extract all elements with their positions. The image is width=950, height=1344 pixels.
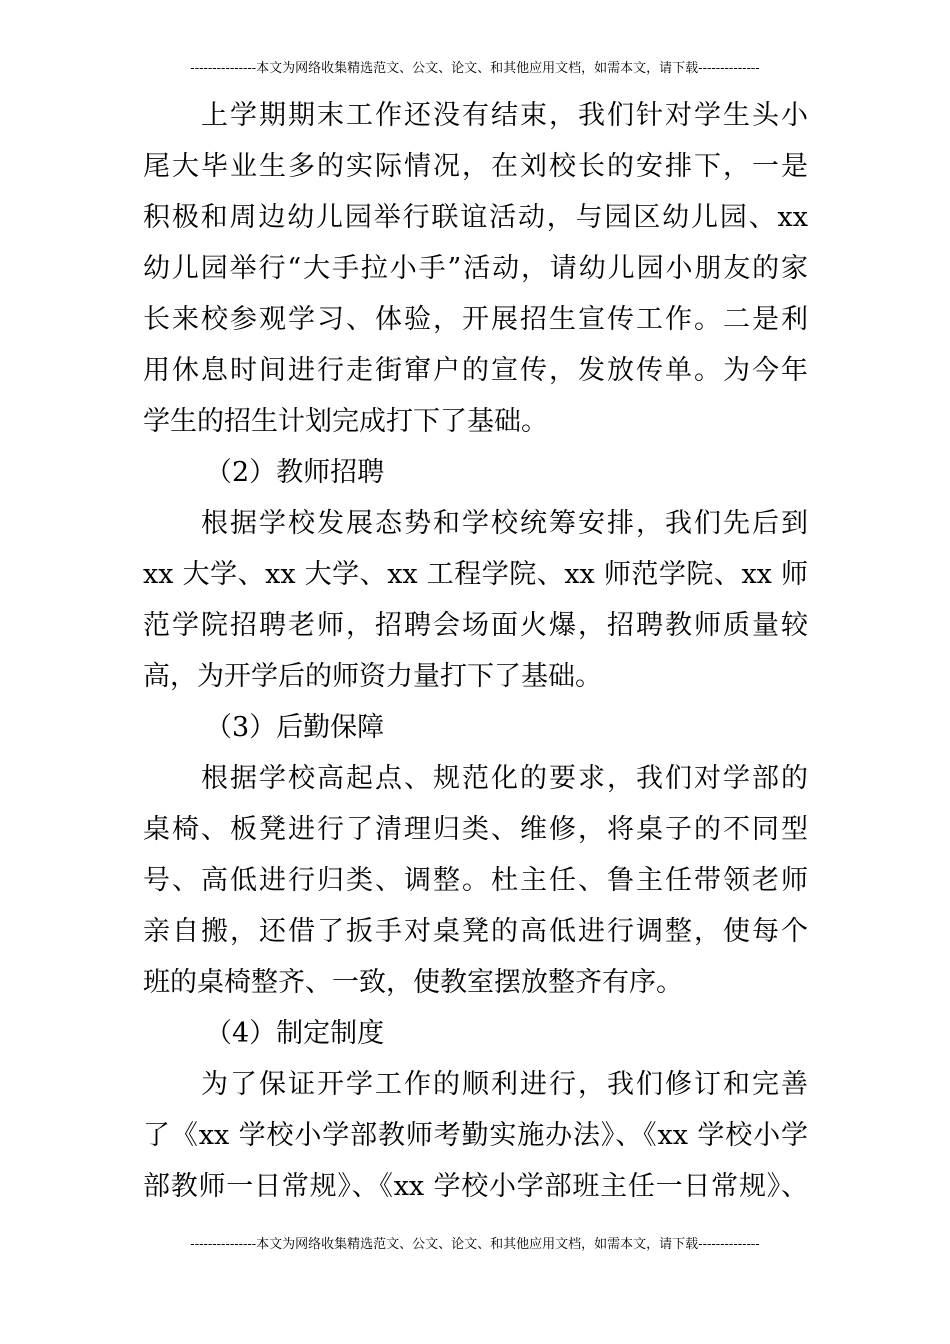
paragraph-line: 了《xx 学校小学部教师考勤实施办法》、《xx 学校小学 (143, 1120, 808, 1151)
paragraph-line: xx 大学、xx 大学、xx 工程学院、xx 师范学院、xx 师 (143, 559, 808, 590)
section-heading-regulations: （4）制定制度 (205, 1018, 385, 1049)
paragraph-line: 幼儿园举行“大手拉小手”活动，请幼儿园小朋友的家 (143, 253, 808, 284)
paragraph-line: 根据学校高起点、规范化的要求，我们对学部的 (201, 763, 808, 794)
paragraph-line: 高，为开学后的师资力量打下了基础。 (143, 661, 602, 692)
paragraph-line: 用休息时间进行走街窜户的宣传，发放传单。为今年 (143, 355, 808, 386)
paragraph-line: 部教师一日常规》、《xx 学校小学部班主任一日常规》、 (143, 1171, 808, 1202)
paragraph-line: 积极和周边幼儿园举行联谊活动，与园区幼儿园、xx (143, 202, 808, 233)
paragraph-line: 号、高低进行归类、调整。杜主任、鲁主任带领老师 (143, 865, 808, 896)
paragraph-line: 上学期期末工作还没有结束，我们针对学生头小 (201, 100, 808, 131)
paragraph-line: 班的桌椅整齐、一致，使教室摆放整齐有序。 (143, 967, 683, 998)
paragraph-line: 亲自搬，还借了扳手对桌凳的高低进行调整，使每个 (143, 916, 808, 947)
paragraph-line: 学生的招生计划完成打下了基础。 (143, 406, 548, 437)
header-banner: ---------------本文为网络收集精选范文、公文、论文、和其他应用文档，如需本文，请下载-------------- (190, 61, 760, 76)
paragraph-line: 尾大毕业生多的实际情况，在刘校长的安排下，一是 (143, 151, 808, 182)
document-body (143, 90, 808, 1212)
section-heading-teacher-recruitment: （2）教师招聘 (205, 457, 385, 488)
paragraph-line: 桌椅、板凳进行了清理归类、维修，将桌子的不同型 (143, 814, 808, 845)
paragraph-line: 范学院招聘老师，招聘会场面火爆，招聘教师质量较 (143, 610, 808, 641)
paragraph-line: 为了保证开学工作的顺利进行，我们修订和完善 (201, 1069, 808, 1100)
section-heading-logistics: （3）后勤保障 (205, 712, 385, 743)
paragraph-line: 长来校参观学习、体验，开展招生宣传工作。二是利 (143, 304, 808, 335)
footer-banner: ---------------本文为网络收集精选范文、公文、论文、和其他应用文档，如需本文，请下载-------------- (190, 1237, 760, 1252)
paragraph-line: 根据学校发展态势和学校统筹安排，我们先后到 (201, 508, 808, 539)
